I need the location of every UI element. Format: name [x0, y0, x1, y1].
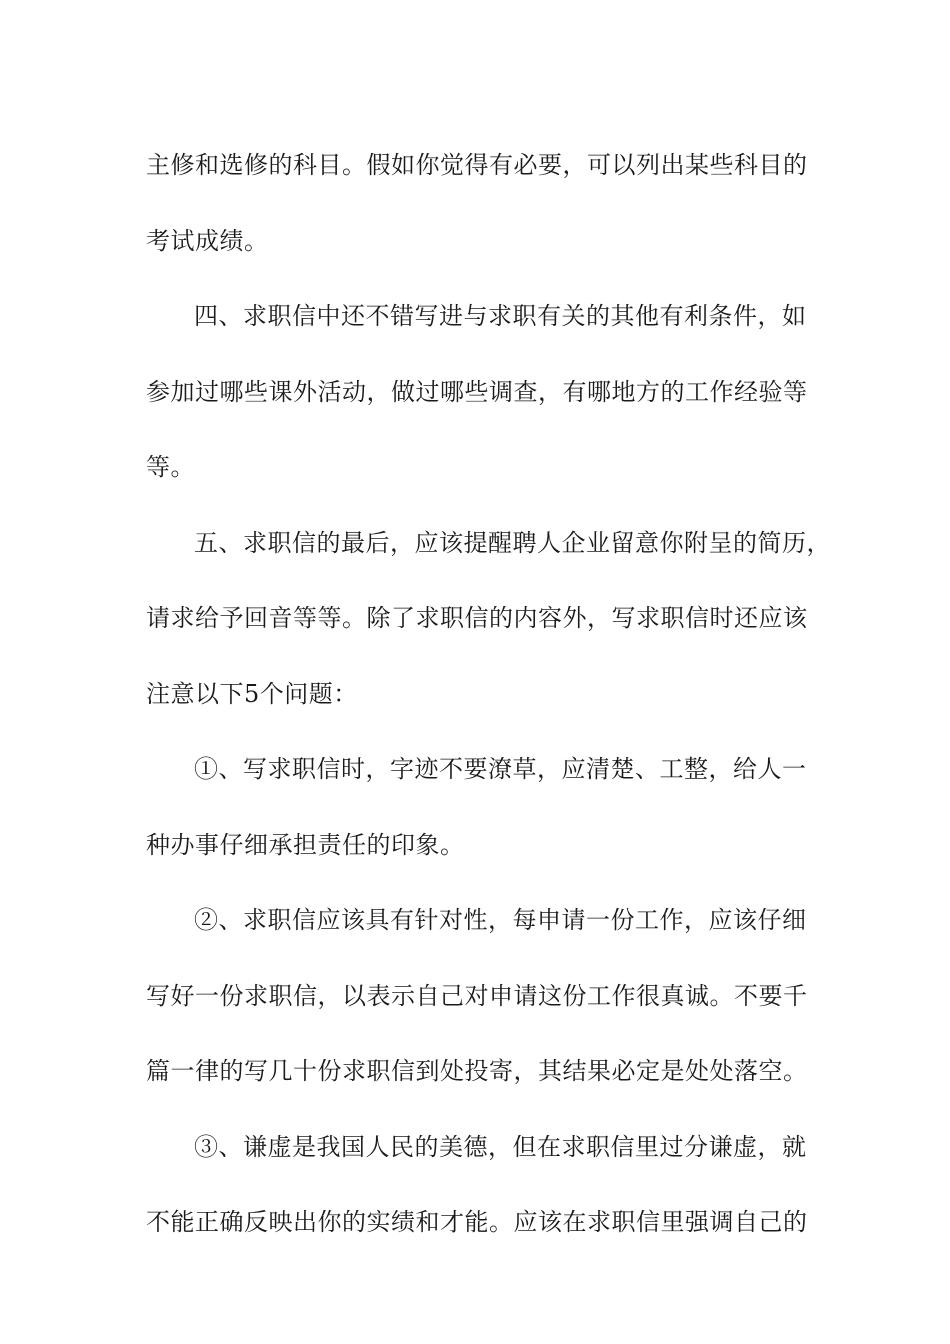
- text-line: 考试成绩。: [146, 226, 269, 255]
- text-line: 等。: [146, 453, 195, 481]
- paragraph-start-line: ③、谦虚是我国人民的美德，但在求职信里过分谦虚，就: [194, 1132, 807, 1161]
- text-line: 参加过哪些课外活动，做过哪些调查，有哪地方的工作经验等: [146, 377, 808, 406]
- text-line: 写好一份求职信，以表示自己对申请这份工作很真诚。不要千: [146, 981, 808, 1010]
- document-body: [146, 128, 831, 1261]
- paragraph-start-line: ②、求职信应该具有针对性，每申请一份工作，应该仔细: [194, 906, 807, 934]
- text-line: 篇一律的写几十份求职信到处投寄，其结果必定是处处落空。: [146, 1057, 808, 1085]
- text-line: 主修和选修的科目。假如你觉得有必要，可以列出某些科目的: [146, 151, 808, 179]
- paragraph-start-line: ①、写求职信时，字迹不要潦草，应清楚、工整，给人一: [194, 755, 807, 783]
- text-line: 种办事仔细承担责任的印象。: [146, 830, 465, 859]
- paragraph-start-line: 五、求职信的最后，应该提醒聘人企业留意你附呈的简历，: [194, 528, 831, 557]
- text-line: 不能正确反映出你的实绩和才能。应该在求职信里强调自己的: [146, 1208, 808, 1236]
- text-line: 注意以下5个问题：: [146, 679, 358, 708]
- text-line: 请求给予回音等等。除了求职信的内容外，写求职信时还应该: [146, 604, 808, 632]
- paragraph-start-line: 四、求职信中还不错写进与求职有关的其他有利条件，如: [194, 302, 807, 330]
